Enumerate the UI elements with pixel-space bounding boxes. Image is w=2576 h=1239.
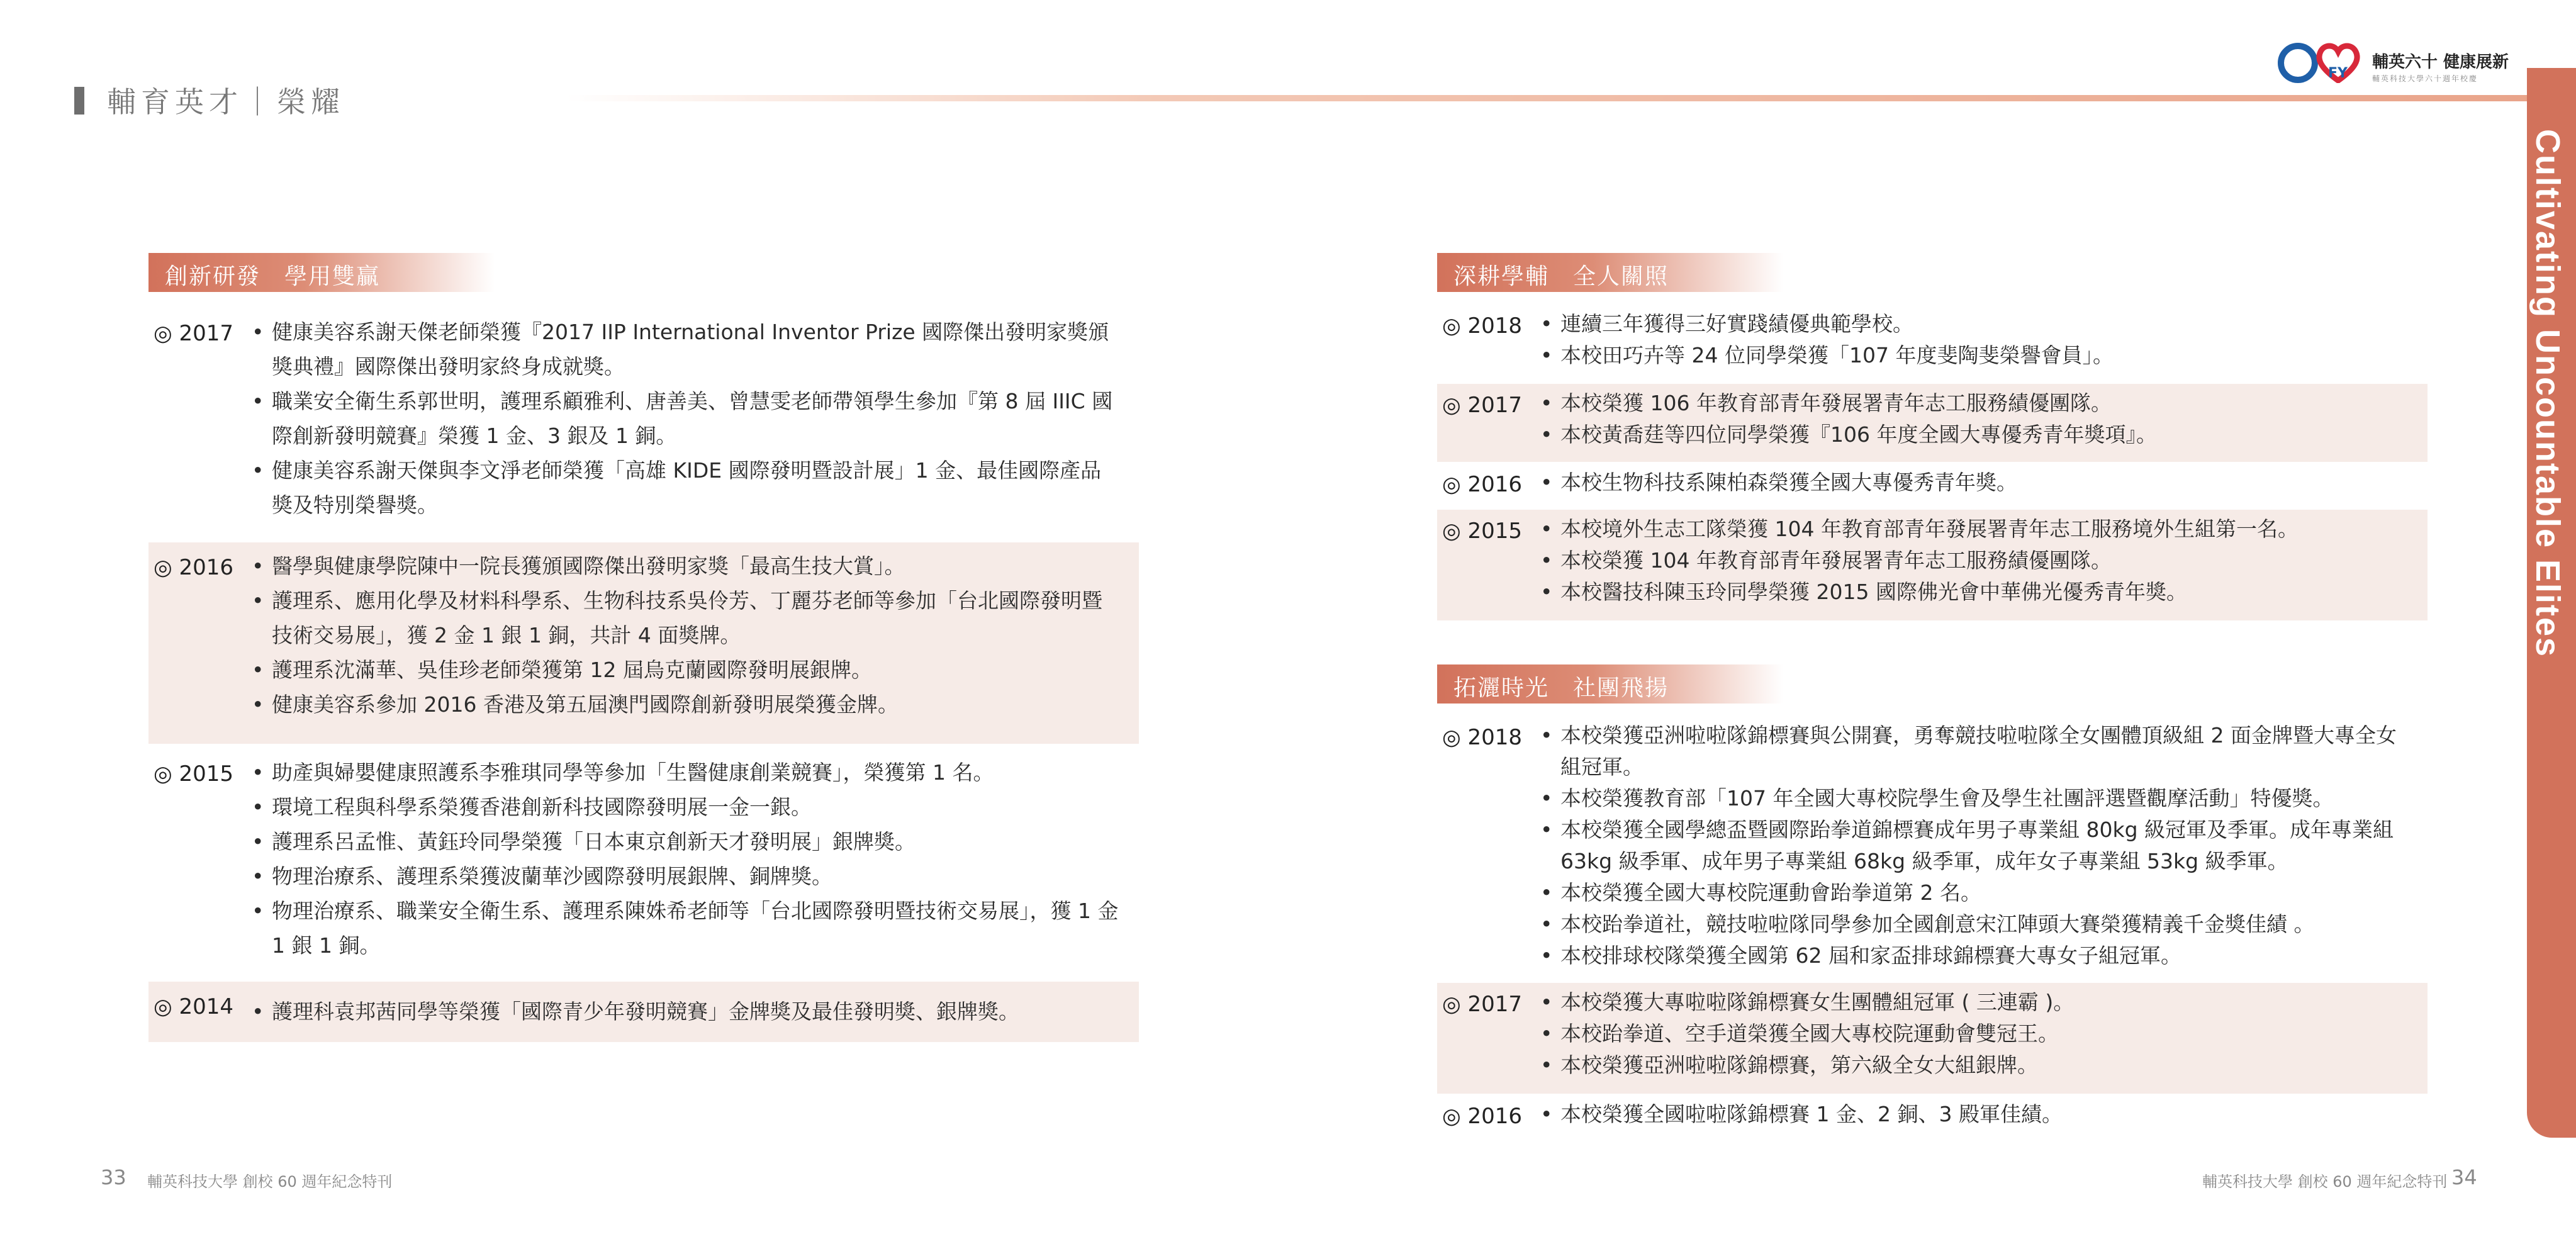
year-label: ◎ 2018: [1442, 313, 1523, 339]
year-group-2016: [148, 542, 1139, 744]
list-item: • 本校黃喬莛等四位同學榮獲『106 年度全國大專優秀青年獎項』。: [1540, 419, 2409, 451]
year-group-2016: [1437, 467, 2428, 505]
section-heading-text: 深耕學輔 全人關照: [1453, 264, 1669, 289]
item-list: [1540, 720, 2409, 972]
year-label: ◎ 2017: [1442, 393, 1523, 418]
section-heading-text: 創新研發 學用雙贏: [165, 264, 381, 289]
side-tab-text: Cultivating Uncountable Elites: [2529, 129, 2567, 658]
section-title: 輔育英才｜榮耀: [107, 85, 345, 119]
item-list: [252, 315, 1120, 522]
logo-mark-text: FY: [2328, 65, 2348, 81]
year-group-2017: [1437, 384, 2428, 462]
year-group-2015: [148, 755, 1139, 982]
list-item: • 醫學與健康學院陳中一院長獲頒國際傑出發明家獎「最高生技大賞」。: [252, 549, 1120, 583]
list-item: • 健康美容系參加 2016 香港及第五屆澳門國際創新發明展榮獲金牌。: [252, 687, 1120, 722]
year-label: ◎ 2016: [154, 555, 234, 580]
list-item: • 本校榮獲亞洲啦啦隊錦標賽，第六級全女大組銀牌。: [1540, 1050, 2409, 1081]
list-item: • 本校醫技科陳玉玲同學榮獲 2015 國際佛光會中華佛光優秀青年獎。: [1540, 576, 2409, 608]
list-item: • 本校榮獲 106 年教育部青年發展署青年志工服務績優團隊。: [1540, 388, 2409, 419]
year-label: ◎ 2017: [154, 321, 234, 346]
anniversary-logo: [2278, 40, 2517, 93]
item-list: [252, 994, 1120, 1029]
list-item: • 護理系呂孟惟、黃鈺玲同學榮獲「日本東京創新天才發明展」銀牌獎。: [252, 824, 1120, 859]
list-item: • 本校榮獲亞洲啦啦隊錦標賽與公開賽，勇奪競技啦啦隊全女團體頂級組 2 面金牌暨大專全女組冠軍。: [1540, 720, 2409, 783]
item-list: [1540, 467, 2409, 498]
item-list: [1540, 1099, 2409, 1130]
list-item: • 本校生物科技系陳柏森榮獲全國大專優秀青年獎。: [1540, 467, 2409, 498]
year-group-2016: [1437, 1099, 2428, 1136]
list-item: • 本校跆拳道、空手道榮獲全國大專校院運動會雙冠王。: [1540, 1018, 2409, 1050]
list-item: • 本校榮獲教育部「107 年全國大專校院學生會及學生社團評選暨觀摩活動」特優獎。: [1540, 783, 2409, 814]
list-item: • 本校排球校隊榮獲全國第 62 屆和家盃排球錦標賽大專女子組冠軍。: [1540, 940, 2409, 972]
page-number-right: 34: [2451, 1165, 2477, 1189]
year-label: ◎ 2016: [1442, 1104, 1523, 1129]
logo-text: 輔英六十 健康展新: [2372, 53, 2509, 72]
year-label: ◎ 2015: [154, 761, 234, 787]
item-list: [1540, 308, 2409, 371]
header-bar-mark: [74, 87, 84, 115]
list-item: • 本校榮獲全國大專校院運動會跆拳道第 2 名。: [1540, 877, 2409, 909]
year-label: ◎ 2018: [1442, 725, 1523, 750]
year-label: ◎ 2017: [1442, 992, 1523, 1017]
year-label: ◎ 2015: [1442, 519, 1523, 544]
logo-subtext: 輔英科技大學六十週年校慶: [2372, 74, 2478, 83]
list-item: • 健康美容系謝天傑老師榮獲『2017 IIP International Inventor Prize 國際傑出發明家獎頒獎典禮』國際傑出發明家終身成就獎。: [252, 315, 1120, 384]
list-item: • 本校田巧卉等 24 位同學榮獲「107 年度斐陶斐榮譽會員」。: [1540, 340, 2409, 371]
page-number-left: 33: [101, 1165, 126, 1189]
year-group-2018: [1437, 720, 2428, 978]
list-item: • 健康美容系謝天傑與李文淨老師榮獲「高雄 KIDE 國際發明暨設計展」1 金、最佳國際產品獎及特別榮譽獎。: [252, 453, 1120, 522]
year-group-2015: [1437, 510, 2428, 620]
list-item: • 物理治療系、護理系榮獲波蘭華沙國際發明展銀牌、銅牌獎。: [252, 859, 1120, 894]
logo-ring-icon: [2278, 43, 2318, 83]
list-item: • 物理治療系、職業安全衛生系、護理系陳姝希老師等「台北國際發明暨技術交易展」，獲 1 金 1 銀 1 銅。: [252, 894, 1120, 963]
section-heading-text: 拓灑時光 社團飛揚: [1453, 675, 1669, 701]
list-item: • 護理系、應用化學及材料科學系、生物科技系吳伶芳、丁麗芬老師等參加「台北國際發明暨技術交易展」，獲 2 金 1 銀 1 銅，共計 4 面獎牌。: [252, 583, 1120, 653]
list-item: • 連續三年獲得三好實踐績優典範學校。: [1540, 308, 2409, 340]
year-group-2017: [1437, 983, 2428, 1094]
list-item: • 職業安全衛生系郭世明，護理系顧雅利、唐善美、曾慧雯老師帶領學生參加『第 8 屆 IIIC 國際創新發明競賽』榮獲 1 金、3 銀及 1 銅。: [252, 384, 1120, 453]
footer-text-left: 輔英科技大學 創校 60 週年紀念特刊: [147, 1173, 393, 1191]
list-item: • 本校境外生志工隊榮獲 104 年教育部青年發展署青年志工服務境外生組第一名。: [1540, 513, 2409, 545]
year-label: ◎ 2016: [1442, 472, 1523, 497]
list-item: • 本校榮獲全國學總盃暨國際跆拳道錦標賽成年男子專業組 80kg 級冠軍及季軍。成年專業組 63kg 級季軍、成年男子專業組 68kg 級季軍，成年女子專業組 53kg 級季軍。: [1540, 814, 2409, 877]
list-item: • 本校榮獲大專啦啦隊錦標賽女生團體組冠軍 ( 三連霸 )。: [1540, 987, 2409, 1018]
item-list: [1540, 513, 2409, 608]
year-group-2014: [148, 982, 1139, 1042]
item-list: [1540, 388, 2409, 451]
list-item: • 護理科袁邦茜同學等榮獲「國際青少年發明競賽」金牌獎及最佳發明獎、銀牌獎。: [252, 994, 1120, 1029]
section-heading-guidance: [1437, 253, 1783, 292]
list-item: • 護理系沈滿華、吳佳珍老師榮獲第 12 屆烏克蘭國際發明展銀牌。: [252, 653, 1120, 687]
item-list: [252, 549, 1120, 722]
list-item: • 本校跆拳道社，競技啦啦隊同學參加全國創意宋江陣頭大賽榮獲精義千金獎佳績 。: [1540, 909, 2409, 940]
footer-text-right: 輔英科技大學 創校 60 週年紀念特刊: [2202, 1173, 2448, 1191]
year-group-2018: [1437, 308, 2428, 379]
list-item: • 本校榮獲全國啦啦隊錦標賽 1 金、2 銅、3 殿軍佳績。: [1540, 1099, 2409, 1130]
section-heading-innovation: [148, 253, 495, 292]
list-item: • 助產與婦嬰健康照護系李雅琪同學等參加「生醫健康創業競賽」，榮獲第 1 名。: [252, 755, 1120, 790]
list-item: • 本校榮獲 104 年教育部青年發展署青年志工服務績優團隊。: [1540, 545, 2409, 576]
section-heading-clubs: [1437, 664, 1783, 704]
list-item: • 環境工程與科學系榮獲香港創新科技國際發明展一金一銀。: [252, 790, 1120, 824]
header-rule: [566, 95, 2531, 101]
item-list: [252, 755, 1120, 963]
year-label: ◎ 2014: [154, 994, 234, 1019]
year-group-2017: [148, 315, 1139, 529]
item-list: [1540, 987, 2409, 1081]
